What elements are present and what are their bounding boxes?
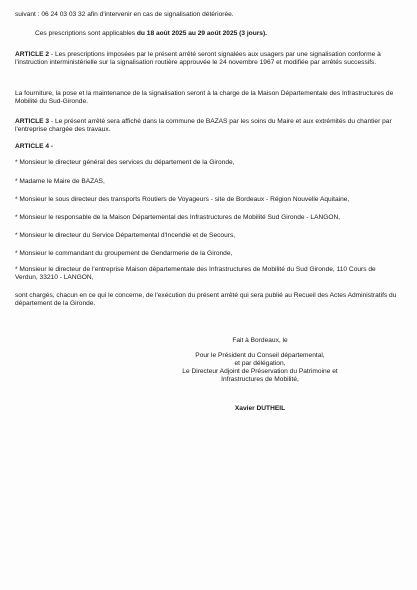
applicability-paragraph: [35, 30, 400, 38]
recipient-item: * Monsieur le directeur du Service Départemental d'Incendie et de Secours,: [15, 232, 236, 239]
recipient-item: * Monsieur le directeur de l'entreprise Maison départementale des Infrastructures de Mobilité du Sud Gironde, 110 Cours de Verdun, 33210 - LANGON,: [15, 266, 376, 282]
article-3-label: ARTICLE 3: [15, 118, 50, 125]
applicability-text: Ces prescriptions sont applicables: [35, 30, 137, 37]
recipient-item: * Monsieur le commandant du groupement de Gendarmerie de la Gironde,: [15, 250, 233, 257]
article-4-label: ARTICLE 4 -: [15, 143, 54, 150]
article-2-label: ARTICLE 2: [15, 51, 50, 58]
signalisation-paragraph: La fourniture, la pose et la maintenance de la signalisation seront à la charge de la Maison Départementale des Infrastructures de Mobilité du Sud-Gironde.: [15, 90, 394, 106]
signature-line-3: Le Directeur Adjoint de Préservation du Patrimoine et: [182, 368, 338, 375]
signature-line-2: et par délégation,: [234, 360, 286, 367]
recipient-item: * Monsieur le sous directeur des transports Routiers de Voyageurs - site de Bordeaux - Région Nouvelle Aquitaine,: [15, 196, 350, 203]
signatory-name: Xavier DUTHEIL: [234, 405, 286, 412]
signature-line-1: Pour le Président du Conseil départemental,: [195, 352, 325, 359]
article-2-paragraph: [15, 51, 400, 67]
recipient-item: * Monsieur le responsable de la Maison Départemental des Infrastructures de Mobilité Sud Gironde - LANGON,: [15, 214, 341, 221]
contact-line: suivant : 06 24 03 03 32 afin d'intervenir en cas de signalisation détériorée.: [15, 11, 234, 18]
article-2-text: - Les prescriptions imposées par le présent arrêté seront signalées aux usagers par une signalisation conforme à l'instruction interministérielle sur la signalisation routière approuvée le 24 novembre 1967 et modifiée par arrêtés successifs.: [15, 51, 381, 67]
signature-line-4: Infrastructures de Mobilité,: [221, 376, 299, 383]
recipient-item: * Monsieur le directeur général des services du département de la Gironde,: [15, 159, 235, 166]
recipient-item: * Madame le Maire de BAZAS,: [15, 178, 105, 185]
fait-a-line: Fait à Bordeaux, le: [232, 337, 288, 344]
closing-paragraph: sont chargés, chacun en ce qui le concerne, de l'exécution du présent arrêté qui sera publié au Recueil des Actes Administratifs du département de la Gironde.: [15, 292, 397, 308]
article-3-paragraph: [15, 118, 400, 134]
article-3-text: - Le présent arrêté sera affiché dans la commune de BAZAS par les soins du Maire et aux extrémités du chantier par l'entreprise chargée des travaux.: [15, 118, 392, 134]
applicability-dates: du 18 août 2025 au 29 août 2025 (3 jours).: [136, 30, 267, 37]
